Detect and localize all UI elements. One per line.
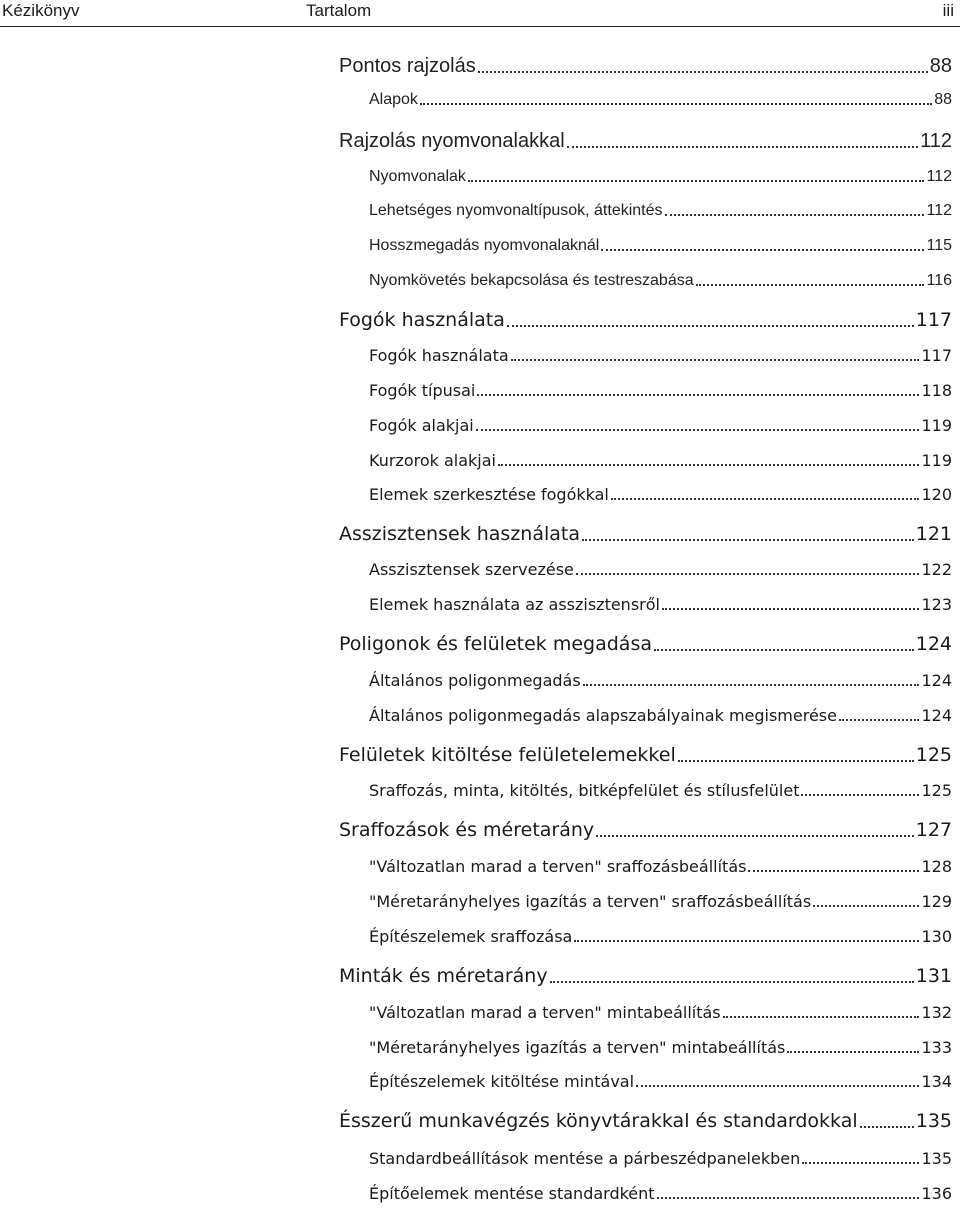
toc-section-entry[interactable] [369, 348, 952, 364]
toc-chapter-entry[interactable] [339, 131, 952, 151]
dot-leader [582, 539, 914, 541]
dot-leader [601, 249, 924, 251]
toc-entry-page-number: 119 [921, 451, 952, 470]
dot-leader [801, 794, 919, 796]
toc-entry-title: Felületek kitöltése felületelemekkel [339, 744, 676, 766]
dot-leader [657, 1197, 920, 1199]
header-manual-title: Kézikönyv [2, 1, 80, 20]
toc-entry-page-number: 135 [915, 1110, 952, 1132]
toc-entry-page-number: 125 [915, 744, 952, 766]
toc-entry-page-number: 133 [921, 1038, 952, 1057]
toc-section-entry[interactable] [369, 1040, 952, 1056]
toc-entry-title: Építőelemek mentése standardként [369, 1184, 655, 1203]
toc-entry-title: Nyomvonalak [369, 168, 466, 185]
toc-entry-title: Elemek szerkesztése fogókkal [369, 485, 609, 504]
toc-entry-title: Sraffozások és méretarány [339, 819, 595, 841]
toc-entry-page-number: 123 [921, 595, 952, 614]
toc-entry-title: Elemek használata az asszisztensről [369, 595, 660, 614]
toc-entry-title: Nyomkövetés bekapcsolása és testreszabása [369, 272, 694, 289]
dot-leader [576, 573, 920, 575]
toc-entry-title: Poligonok és felületek megadása [339, 633, 652, 655]
toc-entry-title: "Változatlan marad a terven" mintabeállítás [369, 1003, 721, 1022]
toc-entry-title: Általános poligonmegadás alapszabályainak megismerése [369, 706, 837, 725]
header-page-number: iii [942, 1, 954, 20]
toc-entry-title: Pontos rajzolás [339, 55, 476, 77]
toc-section-entry[interactable] [369, 92, 952, 108]
toc-entry-page-number: 121 [915, 523, 952, 545]
toc-entry-page-number: 129 [921, 892, 952, 911]
toc-entry-title: Építészelemek sraffozása [369, 927, 573, 946]
dot-leader [468, 180, 925, 182]
toc-entry-page-number: 112 [926, 168, 952, 185]
toc-entry-title: "Méretarányhelyes igazítás a terven" sraffozásbeállítás [369, 892, 812, 911]
toc-section-entry[interactable] [369, 783, 952, 799]
toc-entry-page-number: 124 [915, 633, 952, 655]
toc-entry-page-number: 124 [921, 706, 952, 725]
toc-entry-title: "Változatlan marad a terven" sraffozásbeállítás [369, 857, 747, 876]
toc-entry-title: Fogók használata [369, 346, 509, 365]
toc-entry-page-number: 131 [915, 965, 952, 987]
toc-entry-title: Fogók használata [339, 309, 505, 331]
toc-entry-page-number: 115 [926, 237, 952, 254]
toc-chapter-entry[interactable] [339, 525, 952, 544]
toc-entry-title: Minták és méretarány [339, 965, 548, 987]
toc-entry-title: Standardbeállítások mentése a párbeszédpanelekben [369, 1149, 801, 1168]
dot-leader [420, 103, 932, 105]
toc-entry-page-number: 132 [921, 1003, 952, 1022]
toc-chapter-entry[interactable] [339, 746, 952, 765]
dot-leader [678, 760, 914, 762]
dot-leader [498, 464, 919, 466]
dot-leader [511, 359, 920, 361]
toc-entry-page-number: 116 [926, 272, 952, 289]
dot-leader [723, 1016, 920, 1018]
toc-entry-page-number: 120 [921, 485, 952, 504]
toc-entry-title: Fogók típusai [369, 381, 476, 400]
dot-leader [665, 214, 925, 216]
toc-entry-title: "Méretarányhelyes igazítás a terven" mintabeállítás [369, 1038, 786, 1057]
toc-entry-page-number: 112 [920, 130, 952, 152]
toc-entry-page-number: 88 [934, 91, 952, 108]
dot-leader [802, 1162, 919, 1164]
toc-section-entry[interactable] [369, 597, 952, 613]
toc-section-entry[interactable] [369, 894, 952, 910]
dot-leader [696, 284, 925, 286]
toc-entry-page-number: 117 [921, 346, 952, 365]
dot-leader [583, 684, 920, 686]
toc-entry-page-number: 125 [921, 781, 952, 800]
dot-leader [477, 394, 919, 396]
toc-entry-page-number: 118 [921, 381, 952, 400]
toc-section-entry[interactable] [369, 1151, 952, 1167]
toc-chapter-entry[interactable] [339, 967, 952, 986]
toc-section-entry[interactable] [369, 1186, 952, 1202]
toc-entry-page-number: 134 [921, 1072, 952, 1091]
toc-section-entry[interactable] [369, 238, 952, 254]
toc-entry-page-number: 112 [926, 202, 952, 219]
toc-section-entry[interactable] [369, 453, 952, 469]
toc-entry-title: Ésszerű munkavégzés könyvtárakkal és standardokkal [339, 1110, 858, 1132]
toc-section-entry[interactable] [369, 708, 952, 724]
dot-leader [574, 940, 919, 942]
dot-leader [839, 719, 919, 721]
toc-entry-page-number: 124 [921, 671, 952, 690]
toc-entry-title: Asszisztensek szervezése [369, 560, 574, 579]
toc-entry-title: Építészelemek kitöltése mintával [369, 1072, 635, 1091]
dot-leader [748, 870, 919, 872]
toc-entry-title: Sraffozás, minta, kitöltés, bitképfelület és stílusfelület [369, 781, 800, 800]
dot-leader [662, 608, 919, 610]
dot-leader [654, 649, 914, 651]
toc-section-entry[interactable] [369, 562, 952, 578]
toc-chapter-entry[interactable] [339, 1112, 952, 1131]
toc-chapter-entry[interactable] [339, 635, 952, 654]
toc-section-entry[interactable] [369, 383, 952, 399]
toc-entry-page-number: 127 [915, 819, 952, 841]
dot-leader [567, 146, 918, 148]
toc-section-entry[interactable] [369, 929, 952, 945]
toc-section-entry[interactable] [369, 273, 952, 289]
toc-section-entry[interactable] [369, 673, 952, 689]
toc-section-entry[interactable] [369, 1074, 952, 1090]
dot-leader [813, 905, 919, 907]
toc-entry-page-number: 119 [921, 416, 952, 435]
toc-entry-title: Lehetséges nyomvonaltípusok, áttekintés [369, 202, 663, 219]
toc-section-entry[interactable] [369, 859, 952, 875]
page-header [0, 0, 960, 27]
toc-chapter-entry[interactable] [339, 311, 952, 330]
dot-leader [636, 1085, 919, 1087]
toc-entry-page-number: 122 [921, 560, 952, 579]
toc-entry-title: Általános poligonmegadás [369, 671, 581, 690]
toc-entry-page-number: 135 [921, 1149, 952, 1168]
toc-entry-page-number: 136 [921, 1184, 952, 1203]
toc-entry-title: Kurzorok alakjai [369, 451, 496, 470]
toc-entry-title: Rajzolás nyomvonalakkal [339, 130, 565, 152]
toc-section-entry[interactable] [369, 487, 952, 503]
dot-leader [611, 498, 920, 500]
toc-section-entry[interactable] [369, 1005, 952, 1021]
toc-chapter-entry[interactable] [339, 56, 952, 76]
toc-entry-page-number: 130 [921, 927, 952, 946]
toc-entry-title: Fogók alakjai [369, 416, 474, 435]
toc-entry-page-number: 128 [921, 857, 952, 876]
toc-section-entry[interactable] [369, 203, 952, 219]
dot-leader [860, 1126, 914, 1128]
toc-section-entry[interactable] [369, 418, 952, 434]
toc-entry-title: Asszisztensek használata [339, 523, 580, 545]
toc-entry-title: Hosszmegadás nyomvonalaknál [369, 237, 600, 254]
dot-leader [507, 325, 914, 327]
toc-section-entry[interactable] [369, 169, 952, 185]
dot-leader [787, 1051, 919, 1053]
toc-entry-title: Alapok [369, 91, 418, 108]
dot-leader [476, 429, 920, 431]
header-section-title: Tartalom [306, 1, 372, 20]
dot-leader [596, 835, 914, 837]
toc-chapter-entry[interactable] [339, 821, 952, 840]
toc-entry-page-number: 117 [915, 309, 952, 331]
toc-entry-page-number: 88 [929, 55, 952, 77]
dot-leader [550, 981, 914, 983]
dot-leader [478, 71, 928, 73]
